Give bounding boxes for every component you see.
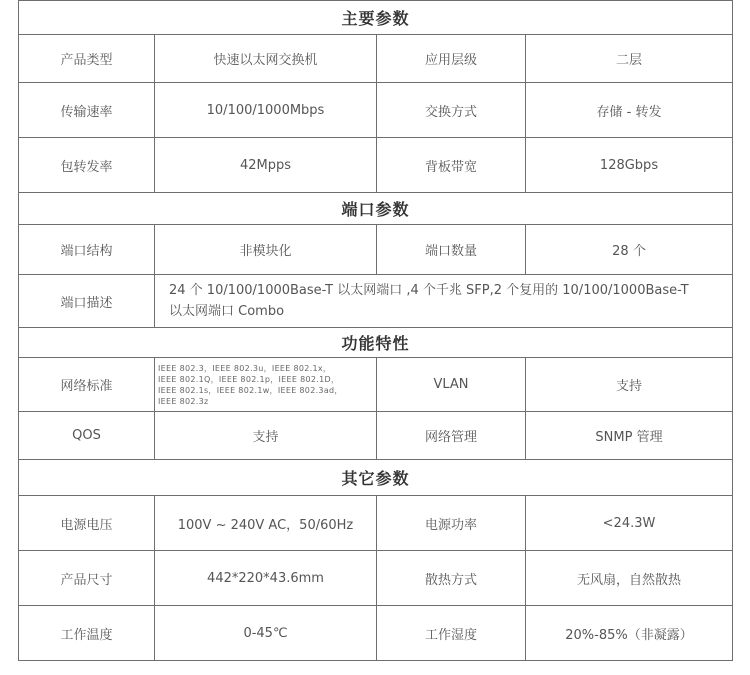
spec-label: 产品尺寸 xyxy=(19,551,155,606)
spec-label: 端口结构 xyxy=(19,225,155,275)
spec-value: 28 个 xyxy=(526,225,733,275)
section-title-port: 端口参数 xyxy=(19,193,733,225)
table-row xyxy=(19,496,733,551)
spec-value: 100V ~ 240V AC，50/60Hz xyxy=(155,496,377,551)
spec-value: 支持 xyxy=(155,412,377,460)
spec-label: 网络管理 xyxy=(377,412,526,460)
table-row xyxy=(19,358,733,412)
spec-value: 20%-85%（非凝露） xyxy=(526,606,733,661)
spec-value: 非模块化 xyxy=(155,225,377,275)
spec-label: 包转发率 xyxy=(19,138,155,193)
standard-line: IEEE 802.1Q，IEEE 802.1p，IEEE 802.1D， xyxy=(158,374,340,384)
spec-label: 工作湿度 xyxy=(377,606,526,661)
spec-value: 无风扇，自然散热 xyxy=(526,551,733,606)
spec-value: 128Gbps xyxy=(526,138,733,193)
port-description-line: 以太网端口 Combo xyxy=(169,304,285,319)
table-row xyxy=(19,551,733,606)
spec-value: <24.3W xyxy=(526,496,733,551)
spec-label: 电源电压 xyxy=(19,496,155,551)
section-main-header xyxy=(19,1,733,35)
spec-label: 散热方式 xyxy=(377,551,526,606)
network-standards xyxy=(155,358,377,412)
table-row xyxy=(19,275,733,328)
spec-value: 10/100/1000Mbps xyxy=(155,83,377,138)
section-features-header xyxy=(19,328,733,358)
spec-label: QOS xyxy=(19,412,155,460)
spec-value: 442*220*43.6mm xyxy=(155,551,377,606)
spec-sheet xyxy=(18,0,732,670)
spec-label: 产品类型 xyxy=(19,35,155,83)
spec-value: 支持 xyxy=(526,358,733,412)
spec-label: 传输速率 xyxy=(19,83,155,138)
spec-value: 42Mpps xyxy=(155,138,377,193)
spec-value: 0-45℃ xyxy=(155,606,377,661)
spec-label: 工作温度 xyxy=(19,606,155,661)
table-row xyxy=(19,138,733,193)
spec-label: VLAN xyxy=(377,358,526,412)
section-title-other: 其它参数 xyxy=(19,460,733,496)
spec-value: 快速以太网交换机 xyxy=(155,35,377,83)
spec-label: 电源功率 xyxy=(377,496,526,551)
port-description-line: 24 个 10/100/1000Base-T 以太网端口 ,4 个千兆 SFP,2 个复用的 10/100/1000Base-T xyxy=(169,283,689,298)
spec-label: 网络标准 xyxy=(19,358,155,412)
section-title-features: 功能特性 xyxy=(19,328,733,358)
spec-value: 二层 xyxy=(526,35,733,83)
spec-label: 端口数量 xyxy=(377,225,526,275)
table-row xyxy=(19,35,733,83)
spec-value: 存储 - 转发 xyxy=(526,83,733,138)
standard-line: IEEE 802.3z xyxy=(158,396,209,406)
standard-line: IEEE 802.1s，IEEE 802.1w，IEEE 802.3ad， xyxy=(158,385,343,395)
spec-label: 端口描述 xyxy=(19,275,155,328)
spec-label: 背板带宽 xyxy=(377,138,526,193)
spec-table xyxy=(18,0,733,661)
section-title-main: 主要参数 xyxy=(19,1,733,35)
port-description xyxy=(155,275,733,328)
standard-line: IEEE 802.3，IEEE 802.3u，IEEE 802.1x， xyxy=(158,363,332,373)
table-row xyxy=(19,606,733,661)
table-row xyxy=(19,412,733,460)
table-row xyxy=(19,225,733,275)
spec-label: 应用层级 xyxy=(377,35,526,83)
table-row xyxy=(19,83,733,138)
section-port-header xyxy=(19,193,733,225)
spec-label: 交换方式 xyxy=(377,83,526,138)
section-other-header xyxy=(19,460,733,496)
spec-value: SNMP 管理 xyxy=(526,412,733,460)
